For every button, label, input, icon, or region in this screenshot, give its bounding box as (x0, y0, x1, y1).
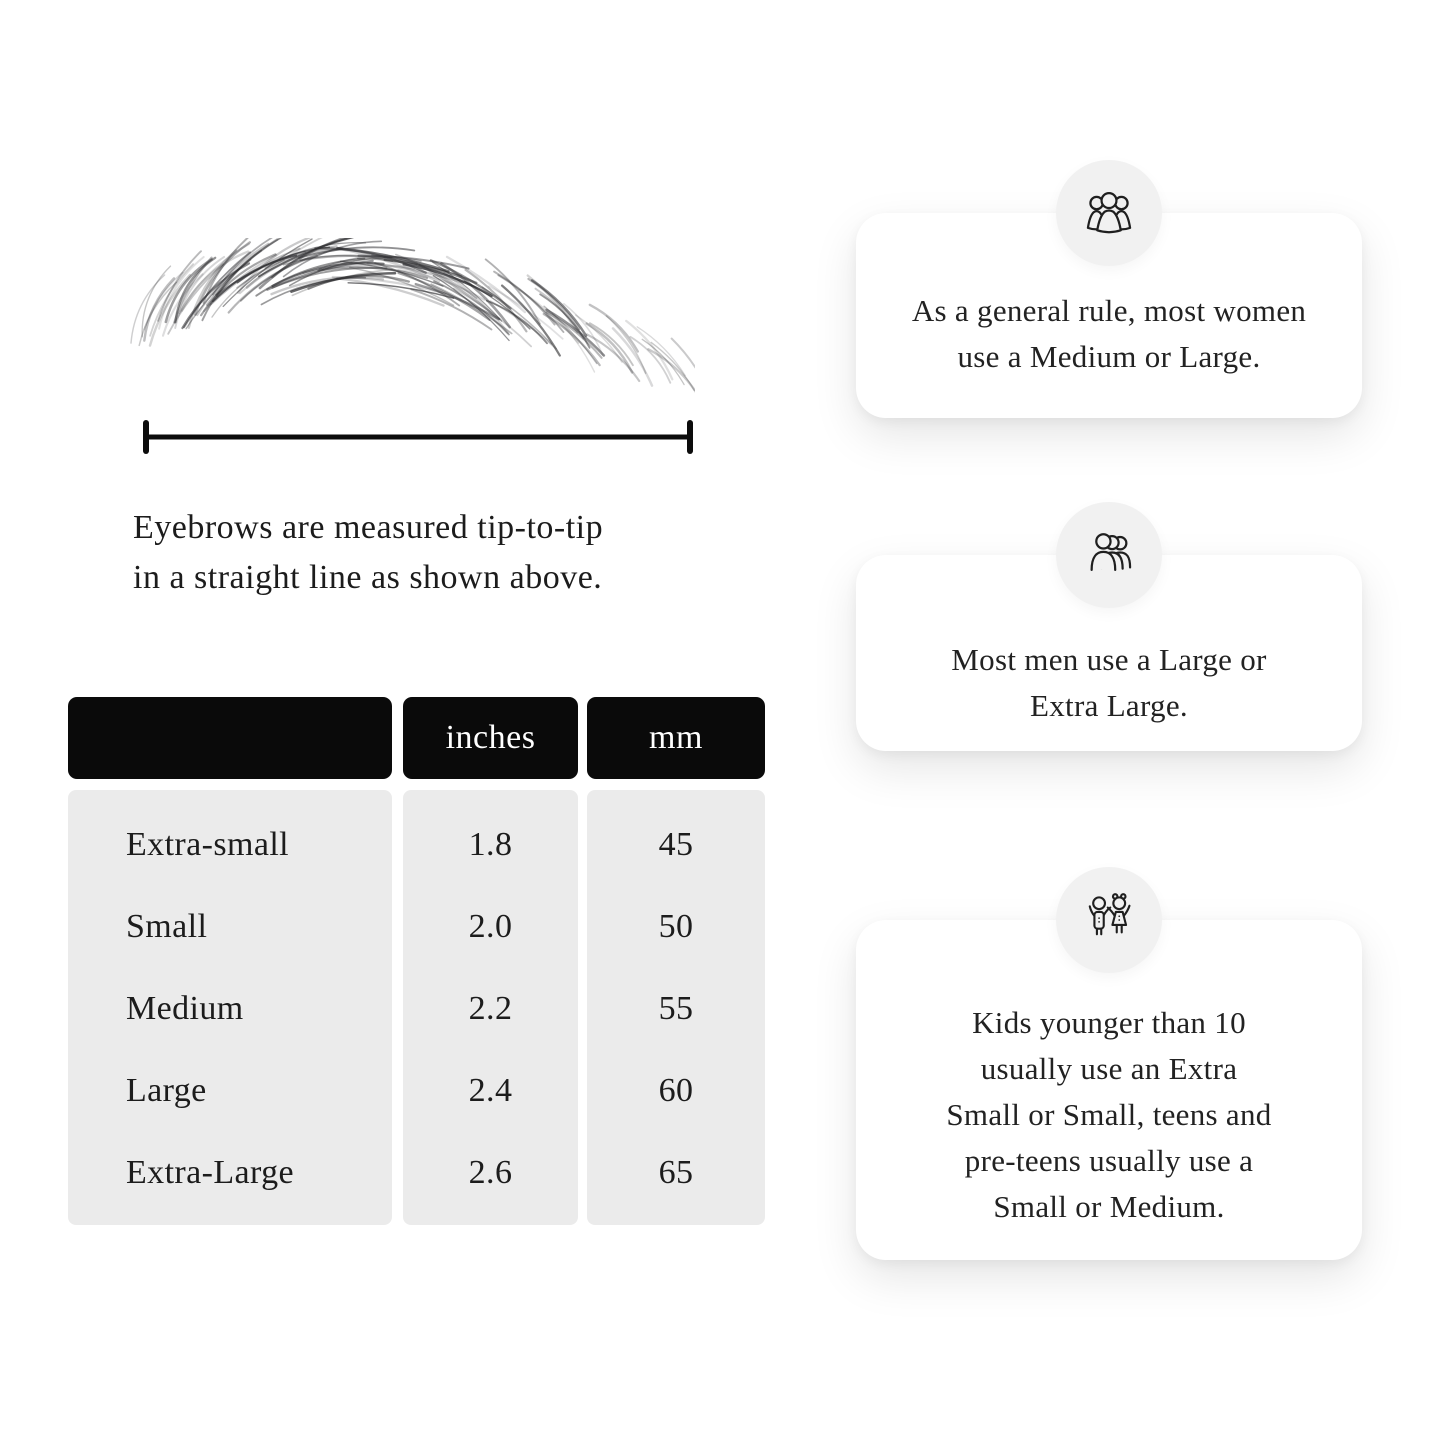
table-cell-inches: 2.4 (468, 1072, 513, 1109)
card-text-line: usually use an Extra (980, 1051, 1238, 1086)
card-women-text (856, 288, 1362, 380)
table-header-size (68, 697, 392, 779)
table-cell-mm: 55 (658, 990, 694, 1027)
table-header-mm (587, 697, 765, 779)
card-text-line: Small or Medium. (993, 1189, 1225, 1224)
table-cell-inches: 1.8 (468, 826, 513, 863)
table-header-inches (403, 697, 578, 779)
table-cell-inches: 2.0 (468, 908, 513, 945)
table-header-inches-label: inches (445, 719, 536, 756)
table-cell-mm: 65 (658, 1154, 694, 1191)
table-header-mm-label: mm (649, 719, 703, 756)
table-cell-inches: 2.2 (468, 990, 513, 1027)
eyebrow-sketch (125, 238, 695, 398)
card-text-line: Kids younger than 10 (972, 1005, 1246, 1040)
card-kids-text (856, 1000, 1362, 1230)
card-text-line: Small or Small, teens and (946, 1097, 1272, 1132)
table-cell-mm: 50 (658, 908, 694, 945)
card-men-text (856, 637, 1362, 729)
women-group-badge (1056, 160, 1162, 266)
table-row-label: Extra-Large (126, 1154, 295, 1191)
table-column-inches-values (403, 790, 578, 1225)
table-column-size-labels (68, 790, 392, 1225)
table-cell-mm: 60 (658, 1072, 694, 1109)
men-group-badge (1056, 502, 1162, 608)
women-group-icon (1078, 182, 1140, 244)
table-row-label: Medium (126, 990, 244, 1027)
card-text-line: As a general rule, most women (911, 293, 1307, 328)
card-text-line: use a Medium or Large. (957, 339, 1261, 374)
card-text-line: Extra Large. (1030, 688, 1188, 723)
table-cell-inches: 2.6 (468, 1154, 513, 1191)
children-badge (1056, 867, 1162, 973)
table-row-label: Large (126, 1072, 207, 1109)
men-group-icon (1078, 524, 1140, 586)
caption-line-2: in a straight line as shown above. (133, 559, 603, 596)
card-text-line: pre-teens usually use a (964, 1143, 1254, 1178)
table-cell-mm: 45 (658, 826, 694, 863)
eyebrow-illustration (125, 238, 695, 398)
table-column-mm-values (587, 790, 765, 1225)
measurement-caption (133, 503, 773, 603)
caption-line-1: Eyebrows are measured tip-to-tip (133, 509, 604, 546)
children-icon (1078, 889, 1140, 951)
table-row-label: Small (126, 908, 208, 945)
card-text-line: Most men use a Large or (951, 642, 1267, 677)
measurement-line (138, 418, 698, 458)
table-row-label: Extra-small (126, 826, 290, 863)
